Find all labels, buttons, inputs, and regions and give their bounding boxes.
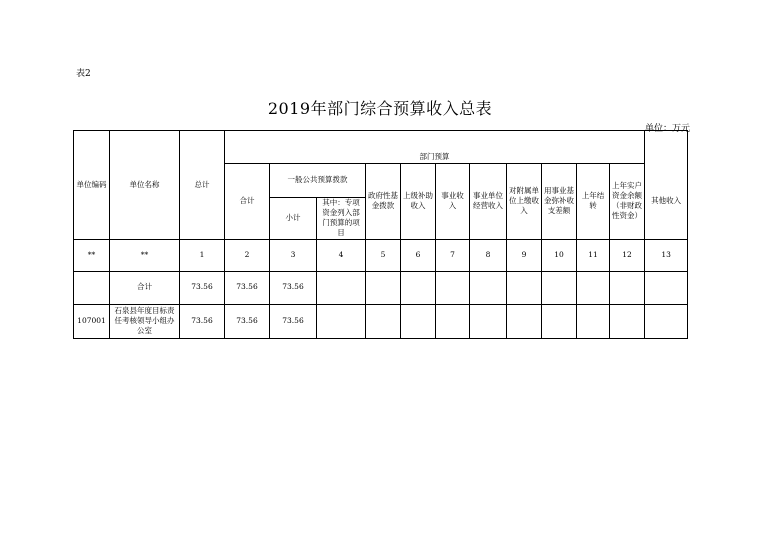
index-cell: 5 <box>366 239 401 271</box>
header-unit-code: 单位编码 <box>74 131 110 240</box>
header-fund-balance: 用事业基金弥补收支差额 <box>542 164 577 240</box>
empty-cell <box>507 304 542 338</box>
header-blank <box>645 131 688 164</box>
empty-cell <box>366 304 401 338</box>
index-cell: 7 <box>436 239 470 271</box>
empty-cell <box>542 271 577 304</box>
header-subtotal: 小计 <box>270 198 317 240</box>
header-unit-name: 单位名称 <box>110 131 180 240</box>
table-row <box>74 304 688 338</box>
index-cell: 3 <box>270 239 317 271</box>
table-row <box>74 271 688 304</box>
header-general-public: 一般公共预算拨款 <box>270 164 366 198</box>
total-cell: 73.56 <box>180 304 225 338</box>
unit-name-cell: 合计 <box>110 271 180 304</box>
index-cell: 9 <box>507 239 542 271</box>
index-cell: 2 <box>225 239 270 271</box>
empty-cell <box>436 271 470 304</box>
empty-cell <box>645 271 688 304</box>
empty-cell <box>317 304 366 338</box>
empty-cell <box>577 304 610 338</box>
total-cell: 73.56 <box>180 271 225 304</box>
index-cell: 10 <box>542 239 577 271</box>
empty-cell <box>542 304 577 338</box>
header-total: 总计 <box>180 131 225 240</box>
header-sum: 合计 <box>225 164 270 240</box>
header-special-fund: 其中：专项资金列入部门预算的项目 <box>317 198 366 240</box>
unit-name-cell: 石泉县年度目标责任考核领导小组办公室 <box>110 304 180 338</box>
header-operating-income: 事业单位经营收入 <box>470 164 507 240</box>
header-gov-fund: 政府性基金拨款 <box>366 164 401 240</box>
index-cell: 13 <box>645 239 688 271</box>
header-business-income: 事业收入 <box>436 164 470 240</box>
empty-cell <box>610 304 645 338</box>
unit-code-cell: 107001 <box>74 304 110 338</box>
sum-cell: 73.56 <box>225 304 270 338</box>
index-cell: 6 <box>401 239 436 271</box>
unit-code-cell <box>74 271 110 304</box>
empty-cell <box>470 271 507 304</box>
sum-cell: 73.56 <box>225 271 270 304</box>
index-cell: 4 <box>317 239 366 271</box>
index-cell: 8 <box>470 239 507 271</box>
empty-cell <box>401 271 436 304</box>
index-cell: 12 <box>610 239 645 271</box>
empty-cell <box>610 271 645 304</box>
header-last-year-carry: 上年结转 <box>577 164 610 240</box>
index-cell: ** <box>110 239 180 271</box>
index-cell: 1 <box>180 239 225 271</box>
empty-cell <box>645 304 688 338</box>
empty-cell <box>436 304 470 338</box>
header-dept-budget: 部门预算 <box>225 131 645 164</box>
index-cell: ** <box>74 239 110 271</box>
unit-label: 单位：万元 <box>645 124 691 134</box>
table-number: 表2 <box>76 69 91 79</box>
empty-cell <box>507 271 542 304</box>
empty-cell <box>366 271 401 304</box>
empty-cell <box>470 304 507 338</box>
header-superior-subsidy: 上级补助收入 <box>401 164 436 240</box>
budget-revenue-table <box>73 130 688 339</box>
index-cell: 11 <box>577 239 610 271</box>
page-title: 2019年部门综合预算收入总表 <box>267 99 493 118</box>
header-other-income: 其他收入 <box>645 164 688 240</box>
empty-cell <box>577 271 610 304</box>
empty-cell <box>317 271 366 304</box>
header-last-year-balance: 上年实户资金余额（非财政性资金） <box>610 164 645 240</box>
subtotal-cell: 73.56 <box>270 304 317 338</box>
index-row <box>74 239 688 271</box>
header-affiliated-income: 对附属单位上缴收入 <box>507 164 542 240</box>
subtotal-cell: 73.56 <box>270 271 317 304</box>
empty-cell <box>401 304 436 338</box>
